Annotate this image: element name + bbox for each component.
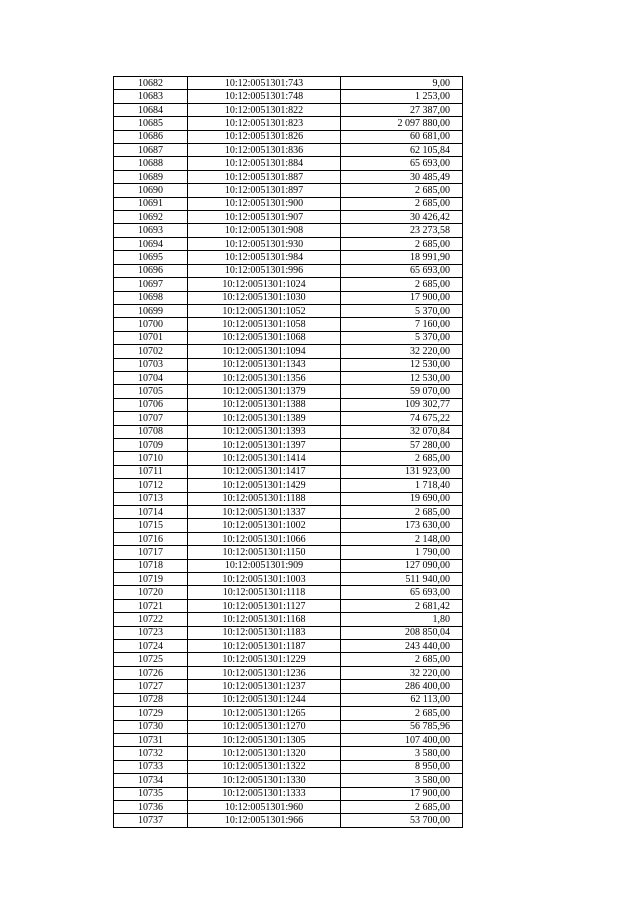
- row-number-cell: 10695: [114, 251, 188, 264]
- value-cell: 5 370,00: [341, 304, 463, 317]
- row-number-cell: 10684: [114, 103, 188, 116]
- cadastral-number-cell: 10:12:0051301:1333: [188, 787, 341, 800]
- value-cell: 2 685,00: [341, 278, 463, 291]
- row-number-cell: 10729: [114, 707, 188, 720]
- row-number-cell: 10705: [114, 385, 188, 398]
- table-row: [114, 211, 463, 224]
- row-number-cell: 10721: [114, 599, 188, 612]
- row-number-cell: 10722: [114, 613, 188, 626]
- value-cell: 65 693,00: [341, 264, 463, 277]
- row-number-cell: 10690: [114, 184, 188, 197]
- row-number-cell: 10719: [114, 573, 188, 586]
- table-row: [114, 117, 463, 130]
- value-cell: 59 070,00: [341, 385, 463, 398]
- value-cell: 60 681,00: [341, 130, 463, 143]
- cadastral-number-cell: 10:12:0051301:1187: [188, 640, 341, 653]
- value-cell: 12 530,00: [341, 358, 463, 371]
- table-row: [114, 264, 463, 277]
- row-number-cell: 10712: [114, 479, 188, 492]
- value-cell: 208 850,04: [341, 626, 463, 639]
- value-cell: 2 685,00: [341, 800, 463, 813]
- table-row: [114, 438, 463, 451]
- row-number-cell: 10715: [114, 519, 188, 532]
- table-row: [114, 345, 463, 358]
- value-cell: 32 220,00: [341, 345, 463, 358]
- table-row: [114, 733, 463, 746]
- cadastral-number-cell: 10:12:0051301:1183: [188, 626, 341, 639]
- table-row: [114, 720, 463, 733]
- row-number-cell: 10713: [114, 492, 188, 505]
- cadastral-number-cell: 10:12:0051301:1379: [188, 385, 341, 398]
- row-number-cell: 10697: [114, 278, 188, 291]
- table-row: [114, 197, 463, 210]
- table-row: [114, 425, 463, 438]
- cadastral-number-cell: 10:12:0051301:1118: [188, 586, 341, 599]
- table-row: [114, 599, 463, 612]
- row-number-cell: 10726: [114, 666, 188, 679]
- value-cell: 1 718,40: [341, 479, 463, 492]
- cadastral-number-cell: 10:12:0051301:887: [188, 170, 341, 183]
- cadastral-number-cell: 10:12:0051301:743: [188, 77, 341, 90]
- cadastral-number-cell: 10:12:0051301:823: [188, 117, 341, 130]
- value-cell: 23 273,58: [341, 224, 463, 237]
- cadastral-number-cell: 10:12:0051301:1168: [188, 613, 341, 626]
- row-number-cell: 10723: [114, 626, 188, 639]
- value-cell: 53 700,00: [341, 814, 463, 827]
- value-cell: 27 387,00: [341, 103, 463, 116]
- cadastral-number-cell: 10:12:0051301:1343: [188, 358, 341, 371]
- cadastral-number-cell: 10:12:0051301:1429: [188, 479, 341, 492]
- value-cell: 3 580,00: [341, 774, 463, 787]
- cadastral-number-cell: 10:12:0051301:996: [188, 264, 341, 277]
- table-row: [114, 760, 463, 773]
- table-row: [114, 224, 463, 237]
- cadastral-number-cell: 10:12:0051301:1322: [188, 760, 341, 773]
- cadastral-number-cell: 10:12:0051301:908: [188, 224, 341, 237]
- table-row: [114, 680, 463, 693]
- cadastral-number-cell: 10:12:0051301:907: [188, 211, 341, 224]
- cadastral-number-cell: 10:12:0051301:1330: [188, 774, 341, 787]
- row-number-cell: 10728: [114, 693, 188, 706]
- cadastral-number-cell: 10:12:0051301:1058: [188, 318, 341, 331]
- row-number-cell: 10727: [114, 680, 188, 693]
- cadastral-number-cell: 10:12:0051301:1229: [188, 653, 341, 666]
- table-row: [114, 492, 463, 505]
- table-row: [114, 371, 463, 384]
- row-number-cell: 10717: [114, 546, 188, 559]
- cadastral-number-cell: 10:12:0051301:1337: [188, 506, 341, 519]
- table-row: [114, 77, 463, 90]
- value-cell: 17 900,00: [341, 787, 463, 800]
- value-cell: 107 400,00: [341, 733, 463, 746]
- cadastral-number-cell: 10:12:0051301:984: [188, 251, 341, 264]
- table-row: [114, 532, 463, 545]
- row-number-cell: 10731: [114, 733, 188, 746]
- cadastral-number-cell: 10:12:0051301:836: [188, 144, 341, 157]
- cadastral-number-cell: 10:12:0051301:1320: [188, 747, 341, 760]
- row-number-cell: 10698: [114, 291, 188, 304]
- row-number-cell: 10700: [114, 318, 188, 331]
- value-cell: 9,00: [341, 77, 463, 90]
- row-number-cell: 10718: [114, 559, 188, 572]
- table-row: [114, 385, 463, 398]
- cadastral-number-cell: 10:12:0051301:1236: [188, 666, 341, 679]
- table-row: [114, 707, 463, 720]
- value-cell: 2 685,00: [341, 197, 463, 210]
- table-row: [114, 787, 463, 800]
- table-row: [114, 251, 463, 264]
- table-row: [114, 626, 463, 639]
- value-cell: 2 685,00: [341, 452, 463, 465]
- row-number-cell: 10710: [114, 452, 188, 465]
- value-cell: 2 685,00: [341, 707, 463, 720]
- cadastral-number-cell: 10:12:0051301:1066: [188, 532, 341, 545]
- row-number-cell: 10725: [114, 653, 188, 666]
- value-cell: 2 685,00: [341, 237, 463, 250]
- row-number-cell: 10706: [114, 398, 188, 411]
- table-row: [114, 479, 463, 492]
- value-cell: 131 923,00: [341, 465, 463, 478]
- row-number-cell: 10688: [114, 157, 188, 170]
- value-cell: 65 693,00: [341, 586, 463, 599]
- value-cell: 2 097 880,00: [341, 117, 463, 130]
- row-number-cell: 10737: [114, 814, 188, 827]
- table-row: [114, 613, 463, 626]
- row-number-cell: 10683: [114, 90, 188, 103]
- row-number-cell: 10708: [114, 425, 188, 438]
- table-row: [114, 237, 463, 250]
- value-cell: 2 685,00: [341, 653, 463, 666]
- table-row: [114, 398, 463, 411]
- row-number-cell: 10707: [114, 412, 188, 425]
- row-number-cell: 10703: [114, 358, 188, 371]
- table-row: [114, 452, 463, 465]
- table-body: [114, 77, 463, 828]
- cadastral-number-cell: 10:12:0051301:822: [188, 103, 341, 116]
- cadastral-number-cell: 10:12:0051301:1305: [188, 733, 341, 746]
- row-number-cell: 10692: [114, 211, 188, 224]
- value-cell: 511 940,00: [341, 573, 463, 586]
- table-row: [114, 103, 463, 116]
- row-number-cell: 10734: [114, 774, 188, 787]
- value-cell: 243 440,00: [341, 640, 463, 653]
- value-cell: 32 070,84: [341, 425, 463, 438]
- value-cell: 5 370,00: [341, 331, 463, 344]
- cadastral-number-cell: 10:12:0051301:748: [188, 90, 341, 103]
- cadastral-number-cell: 10:12:0051301:1052: [188, 304, 341, 317]
- value-cell: 2 148,00: [341, 532, 463, 545]
- value-cell: 65 693,00: [341, 157, 463, 170]
- row-number-cell: 10689: [114, 170, 188, 183]
- row-number-cell: 10709: [114, 438, 188, 451]
- row-number-cell: 10693: [114, 224, 188, 237]
- cadastral-number-cell: 10:12:0051301:884: [188, 157, 341, 170]
- value-cell: 30 485,49: [341, 170, 463, 183]
- table-row: [114, 291, 463, 304]
- table-row: [114, 130, 463, 143]
- table-row: [114, 640, 463, 653]
- value-cell: 19 690,00: [341, 492, 463, 505]
- table-row: [114, 747, 463, 760]
- table-row: [114, 519, 463, 532]
- value-cell: 2 685,00: [341, 506, 463, 519]
- row-number-cell: 10714: [114, 506, 188, 519]
- table-row: [114, 559, 463, 572]
- value-cell: 2 681,42: [341, 599, 463, 612]
- value-cell: 30 426,42: [341, 211, 463, 224]
- row-number-cell: 10720: [114, 586, 188, 599]
- table-row: [114, 800, 463, 813]
- table-row: [114, 465, 463, 478]
- table-row: [114, 170, 463, 183]
- cadastral-number-cell: 10:12:0051301:1030: [188, 291, 341, 304]
- cadastral-number-cell: 10:12:0051301:1417: [188, 465, 341, 478]
- value-cell: 62 113,00: [341, 693, 463, 706]
- row-number-cell: 10701: [114, 331, 188, 344]
- table-row: [114, 693, 463, 706]
- value-cell: 8 950,00: [341, 760, 463, 773]
- table-row: [114, 331, 463, 344]
- cadastral-number-cell: 10:12:0051301:1127: [188, 599, 341, 612]
- value-cell: 56 785,96: [341, 720, 463, 733]
- row-number-cell: 10736: [114, 800, 188, 813]
- row-number-cell: 10699: [114, 304, 188, 317]
- cadastral-number-cell: 10:12:0051301:1270: [188, 720, 341, 733]
- row-number-cell: 10733: [114, 760, 188, 773]
- table-row: [114, 144, 463, 157]
- value-cell: 32 220,00: [341, 666, 463, 679]
- cadastral-number-cell: 10:12:0051301:1265: [188, 707, 341, 720]
- cadastral-number-cell: 10:12:0051301:960: [188, 800, 341, 813]
- cadastral-number-cell: 10:12:0051301:1237: [188, 680, 341, 693]
- cadastral-number-cell: 10:12:0051301:1244: [188, 693, 341, 706]
- cadastral-number-cell: 10:12:0051301:897: [188, 184, 341, 197]
- value-cell: 57 280,00: [341, 438, 463, 451]
- cadastral-number-cell: 10:12:0051301:1150: [188, 546, 341, 559]
- cadastral-number-cell: 10:12:0051301:1068: [188, 331, 341, 344]
- value-cell: 74 675,22: [341, 412, 463, 425]
- row-number-cell: 10682: [114, 77, 188, 90]
- table-row: [114, 184, 463, 197]
- row-number-cell: 10730: [114, 720, 188, 733]
- value-cell: 12 530,00: [341, 371, 463, 384]
- cadastral-number-cell: 10:12:0051301:1094: [188, 345, 341, 358]
- table-row: [114, 318, 463, 331]
- value-cell: 62 105,84: [341, 144, 463, 157]
- table-row: [114, 358, 463, 371]
- cadastral-number-cell: 10:12:0051301:900: [188, 197, 341, 210]
- cadastral-number-cell: 10:12:0051301:1002: [188, 519, 341, 532]
- value-cell: 2 685,00: [341, 184, 463, 197]
- value-cell: 17 900,00: [341, 291, 463, 304]
- row-number-cell: 10735: [114, 787, 188, 800]
- table-row: [114, 653, 463, 666]
- row-number-cell: 10716: [114, 532, 188, 545]
- table-row: [114, 278, 463, 291]
- cadastral-number-cell: 10:12:0051301:1397: [188, 438, 341, 451]
- row-number-cell: 10696: [114, 264, 188, 277]
- row-number-cell: 10686: [114, 130, 188, 143]
- row-number-cell: 10724: [114, 640, 188, 653]
- table-row: [114, 814, 463, 827]
- value-cell: 1 253,00: [341, 90, 463, 103]
- value-cell: 173 630,00: [341, 519, 463, 532]
- cadastral-number-cell: 10:12:0051301:1389: [188, 412, 341, 425]
- cadastral-number-cell: 10:12:0051301:1003: [188, 573, 341, 586]
- cadastral-number-cell: 10:12:0051301:1388: [188, 398, 341, 411]
- table-row: [114, 157, 463, 170]
- cadastral-number-cell: 10:12:0051301:930: [188, 237, 341, 250]
- table-row: [114, 586, 463, 599]
- row-number-cell: 10711: [114, 465, 188, 478]
- row-number-cell: 10694: [114, 237, 188, 250]
- row-number-cell: 10691: [114, 197, 188, 210]
- table-row: [114, 304, 463, 317]
- cadastral-value-table: [113, 76, 463, 828]
- value-cell: 18 991,90: [341, 251, 463, 264]
- cadastral-number-cell: 10:12:0051301:1393: [188, 425, 341, 438]
- table-row: [114, 546, 463, 559]
- cadastral-number-cell: 10:12:0051301:966: [188, 814, 341, 827]
- value-cell: 7 160,00: [341, 318, 463, 331]
- cadastral-number-cell: 10:12:0051301:1024: [188, 278, 341, 291]
- value-cell: 1 790,00: [341, 546, 463, 559]
- table-row: [114, 412, 463, 425]
- table-row: [114, 90, 463, 103]
- table-row: [114, 506, 463, 519]
- row-number-cell: 10685: [114, 117, 188, 130]
- row-number-cell: 10704: [114, 371, 188, 384]
- table-row: [114, 573, 463, 586]
- cadastral-number-cell: 10:12:0051301:1356: [188, 371, 341, 384]
- cadastral-number-cell: 10:12:0051301:1414: [188, 452, 341, 465]
- row-number-cell: 10732: [114, 747, 188, 760]
- value-cell: 127 090,00: [341, 559, 463, 572]
- value-cell: 1,80: [341, 613, 463, 626]
- cadastral-number-cell: 10:12:0051301:1188: [188, 492, 341, 505]
- table-row: [114, 666, 463, 679]
- cadastral-number-cell: 10:12:0051301:909: [188, 559, 341, 572]
- cadastral-number-cell: 10:12:0051301:826: [188, 130, 341, 143]
- value-cell: 286 400,00: [341, 680, 463, 693]
- table-row: [114, 774, 463, 787]
- row-number-cell: 10702: [114, 345, 188, 358]
- value-cell: 3 580,00: [341, 747, 463, 760]
- row-number-cell: 10687: [114, 144, 188, 157]
- value-cell: 109 302,77: [341, 398, 463, 411]
